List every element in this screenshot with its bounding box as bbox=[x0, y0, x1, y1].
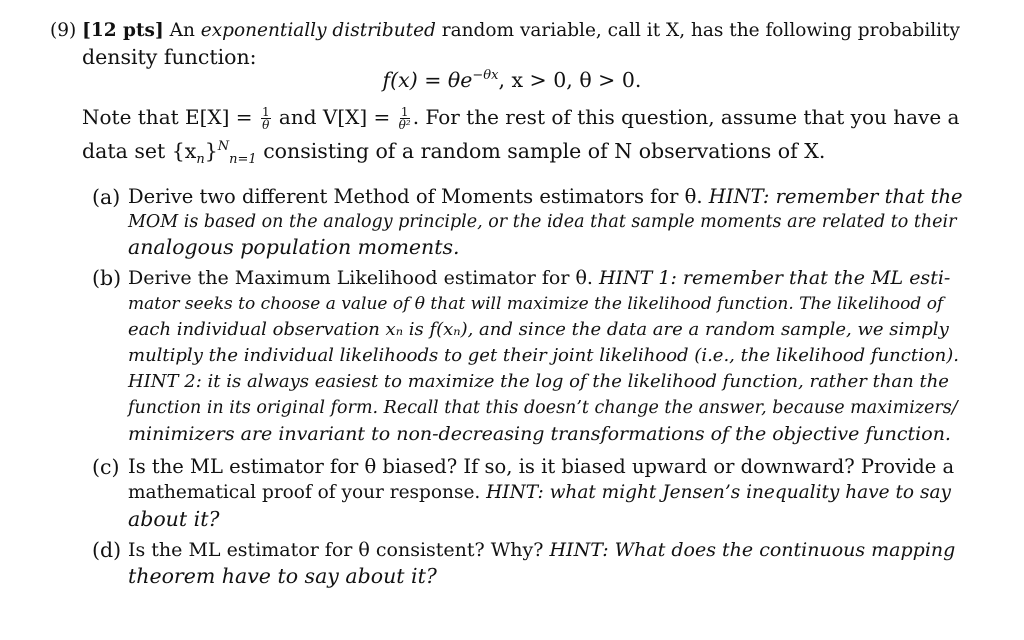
intro-text-2: random variable, call it X, has the following probability bbox=[435, 20, 960, 41]
part-a-line-2: MOM is based on the analogy principle, or the idea that sample moments are related to their bbox=[128, 212, 957, 232]
question-points: [12 pts] bbox=[82, 20, 164, 41]
pdf-main: f(x) = θe bbox=[382, 68, 473, 92]
part-b-hint: HINT 1: remember that the ML esti- bbox=[592, 267, 951, 289]
note2-rest: consisting of a random sample of N observations of X. bbox=[256, 138, 826, 163]
part-a-label: (a) bbox=[92, 185, 121, 209]
frac-mean-num: 1 bbox=[261, 105, 270, 119]
note2-sup-N: N bbox=[217, 139, 230, 154]
part-b-line-3: each individual observation xₙ is f(xₙ), and since the data are a random sample, we simply bbox=[128, 319, 949, 340]
intro-emphasis: exponentially distributed bbox=[200, 20, 436, 41]
part-b-line-2: mator seeks to choose a value of θ that will maximize the likelihood function. The likelihood of bbox=[128, 294, 944, 314]
part-c-line-2 bbox=[128, 480, 951, 506]
part-c-hint: HINT: what might Jensen’s inequality have to say bbox=[480, 482, 951, 503]
frac-mean-den: θ bbox=[262, 118, 270, 132]
note2-sub-range: n=1 bbox=[229, 151, 257, 167]
question-header bbox=[50, 18, 960, 44]
note-line-2 bbox=[82, 134, 825, 173]
question-number: (9) bbox=[50, 20, 77, 41]
pdf-exponent: −θx bbox=[472, 68, 499, 84]
intro-text: An bbox=[169, 20, 201, 41]
note-line-1 bbox=[82, 104, 959, 131]
part-c-line-1: Is the ML estimator for θ biased? If so, is it biased upward or downward? Provide a bbox=[128, 455, 955, 478]
note2-brace: } bbox=[204, 138, 218, 163]
part-b-line-1 bbox=[128, 265, 950, 291]
part-d-label: (d) bbox=[92, 538, 122, 562]
part-d-text: Is the ML estimator for θ consistent? Why? bbox=[128, 539, 544, 561]
part-d-hint: HINT: What does the continuous mapping bbox=[543, 539, 956, 561]
note-text-c: . For the rest of this question, assume that you have a bbox=[412, 105, 960, 129]
part-c-line-3: about it? bbox=[128, 507, 220, 531]
part-d-line-2: theorem have to say about it? bbox=[128, 564, 437, 588]
part-b-text: Derive the Maximum Likelihood estimator for θ. bbox=[128, 267, 593, 289]
part-c-text: mathematical proof of your response. bbox=[128, 482, 481, 503]
part-b-line-4: multiply the individual likelihoods to get their joint likelihood (i.e., the likelihood function). bbox=[128, 345, 960, 366]
frac-var-num: 1 bbox=[400, 105, 409, 119]
part-a-hint: HINT: remember that the bbox=[702, 185, 963, 208]
part-c-label: (c) bbox=[92, 455, 120, 479]
pdf-tail: , x > 0, θ > 0. bbox=[498, 68, 642, 92]
intro-line-2: density function: bbox=[82, 45, 257, 69]
frac-var-den: θ² bbox=[398, 118, 411, 132]
part-b-label: (b) bbox=[92, 266, 122, 290]
note2-a: data set {x bbox=[82, 138, 197, 163]
part-b-line-6: function in its original form. Recall that this doesn’t change the answer, because maximizers/ bbox=[128, 398, 958, 418]
part-d-line-1 bbox=[128, 537, 955, 563]
part-a-line-3: analogous population moments. bbox=[128, 235, 460, 259]
note-text-b: and V[X] = bbox=[272, 105, 397, 129]
note2-sub-n: n bbox=[196, 151, 205, 167]
note-text-a: Note that E[X] = bbox=[82, 105, 259, 129]
fraction-variance bbox=[399, 106, 411, 131]
part-a-line-1 bbox=[128, 184, 963, 210]
part-a-text: Derive two different Method of Moments estimators for θ. bbox=[128, 185, 703, 208]
pdf-equation bbox=[0, 68, 1024, 92]
fraction-mean bbox=[261, 106, 271, 131]
part-b-line-5: HINT 2: it is always easiest to maximize the log of the likelihood function, rather than the bbox=[128, 371, 949, 392]
part-b-line-7: minimizers are invariant to non-decreasing transformations of the objective function. bbox=[128, 423, 951, 445]
